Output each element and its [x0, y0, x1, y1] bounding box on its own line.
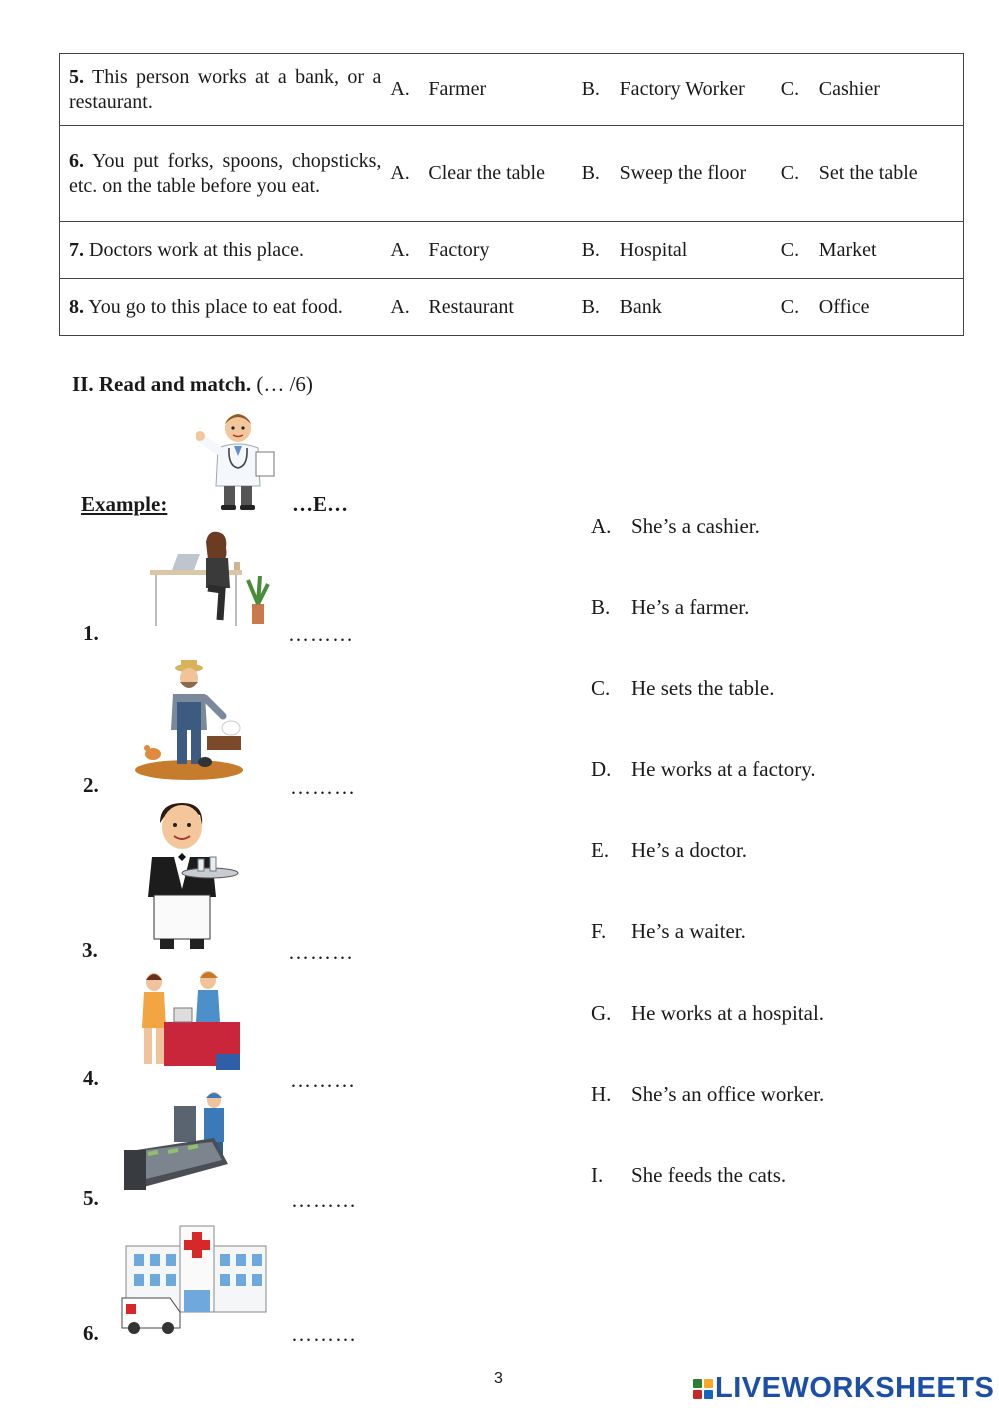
option-text: Factory — [428, 238, 490, 261]
answer-letter: G. — [591, 1001, 612, 1025]
option-c[interactable] — [781, 279, 964, 336]
section-heading: II. Read and match. — [72, 372, 252, 396]
option-a[interactable] — [390, 126, 581, 222]
answer-letter: F. — [591, 919, 607, 943]
answer-option-i — [591, 1163, 786, 1188]
answer-letter: E. — [591, 838, 610, 862]
option-c[interactable] — [781, 54, 964, 126]
answer-letter: D. — [591, 757, 612, 781]
option-a[interactable] — [390, 54, 581, 126]
option-letter: B. — [581, 162, 600, 184]
factory-icon — [118, 1090, 234, 1202]
option-letter: A. — [390, 295, 410, 318]
office-worker-icon — [148, 528, 270, 628]
answer-letter: C. — [591, 676, 611, 700]
option-c[interactable] — [781, 222, 964, 279]
table-row — [60, 279, 964, 336]
option-letter: C. — [780, 78, 800, 100]
section-score: (… /6) — [256, 372, 313, 396]
answer-letter: H. — [591, 1082, 612, 1106]
answer-option-h — [591, 1082, 824, 1107]
question-text — [60, 279, 391, 336]
option-c[interactable] — [781, 126, 964, 222]
answer-option-e — [591, 838, 747, 863]
answer-option-a — [591, 514, 760, 539]
example-label: Example: — [81, 492, 168, 516]
answer-text: He’s a farmer. — [631, 595, 750, 619]
option-text: Clear the table — [428, 162, 545, 184]
option-text: Farmer — [428, 78, 487, 100]
answer-option-c — [591, 676, 774, 701]
answer-option-b — [591, 595, 749, 620]
answer-option-f — [591, 919, 746, 944]
option-text: Bank — [619, 295, 662, 318]
item-number: 2. — [83, 773, 99, 797]
question-body: You go to this place to eat food. — [88, 295, 343, 318]
question-body: Doctors work at this place. — [89, 238, 304, 261]
farmer-icon — [133, 658, 245, 780]
option-text: Hospital — [619, 238, 688, 261]
liveworksheets-logo[interactable] — [693, 1372, 994, 1405]
question-text — [60, 54, 391, 126]
option-b[interactable] — [582, 279, 781, 336]
question-text — [60, 126, 391, 222]
answer-text: He’s a doctor. — [631, 838, 748, 862]
hospital-icon — [120, 1224, 272, 1336]
option-b[interactable] — [582, 54, 781, 126]
item-number: 3. — [82, 938, 98, 962]
option-letter: A. — [390, 238, 410, 261]
option-letter: C. — [780, 162, 800, 184]
item-number: 4. — [83, 1066, 99, 1090]
cashier-icon — [134, 968, 246, 1076]
option-b[interactable] — [582, 222, 781, 279]
item-number: 1. — [83, 621, 99, 645]
option-text: Cashier — [818, 78, 880, 100]
option-text: Factory Worker — [619, 78, 745, 100]
option-a[interactable] — [390, 222, 581, 279]
answer-blank[interactable]: ……… — [291, 1188, 357, 1212]
answer-blank[interactable]: ……… — [291, 1322, 357, 1346]
answer-text: He sets the table. — [631, 676, 775, 700]
option-b[interactable] — [582, 126, 781, 222]
doctor-icon — [196, 408, 282, 512]
answer-text: She’s a cashier. — [631, 514, 760, 538]
option-text: Office — [818, 295, 870, 318]
option-text: Restaurant — [428, 295, 514, 318]
option-letter: C. — [780, 295, 800, 318]
answer-blank[interactable]: ……… — [288, 940, 354, 964]
option-letter: B. — [581, 238, 600, 261]
option-text: Set the table — [818, 162, 918, 184]
table-row — [60, 54, 964, 126]
option-text: Sweep the floor — [619, 162, 747, 184]
option-letter: B. — [581, 78, 600, 100]
answer-text: He works at a factory. — [631, 757, 816, 781]
answer-text: She feeds the cats. — [631, 1163, 787, 1187]
question-text — [60, 222, 391, 279]
question-body: This person works at a bank, or a restaurant. — [69, 65, 382, 113]
option-letter: A. — [390, 78, 410, 100]
brand-name: LIVEWORKSHEETS — [715, 1372, 995, 1404]
question-number: 7. — [69, 238, 84, 261]
question-number: 6. — [69, 149, 84, 172]
item-number: 6. — [83, 1321, 99, 1345]
answer-letter: I. — [591, 1163, 604, 1187]
answer-text: She’s an office worker. — [631, 1082, 825, 1106]
questions-table — [59, 53, 964, 336]
answer-letter: B. — [591, 595, 611, 619]
table-row — [60, 126, 964, 222]
answer-blank[interactable]: ……… — [290, 775, 356, 799]
table-row — [60, 222, 964, 279]
example-answer: …E… — [292, 492, 349, 516]
option-letter: A. — [390, 162, 410, 184]
waiter-icon — [138, 801, 240, 953]
item-number: 5. — [83, 1186, 99, 1210]
section-title — [72, 372, 313, 397]
option-a[interactable] — [390, 279, 581, 336]
answer-blank[interactable]: ……… — [288, 622, 354, 646]
question-number: 8. — [69, 295, 84, 318]
answer-letter: A. — [591, 514, 612, 538]
option-letter: C. — [780, 238, 800, 261]
answer-text: He’s a waiter. — [631, 919, 746, 943]
answer-option-d — [591, 757, 816, 782]
liveworksheets-logo-icon — [693, 1379, 713, 1399]
answer-option-g — [591, 1001, 824, 1026]
answer-text: He works at a hospital. — [631, 1001, 825, 1025]
answer-blank[interactable]: ……… — [290, 1068, 356, 1092]
question-body: You put forks, spoons, chopsticks, etc. on the table before you eat. — [69, 149, 382, 197]
option-text: Market — [818, 238, 877, 261]
option-letter: B. — [581, 295, 600, 318]
question-number: 5. — [69, 65, 84, 88]
page-number: 3 — [494, 1370, 503, 1387]
